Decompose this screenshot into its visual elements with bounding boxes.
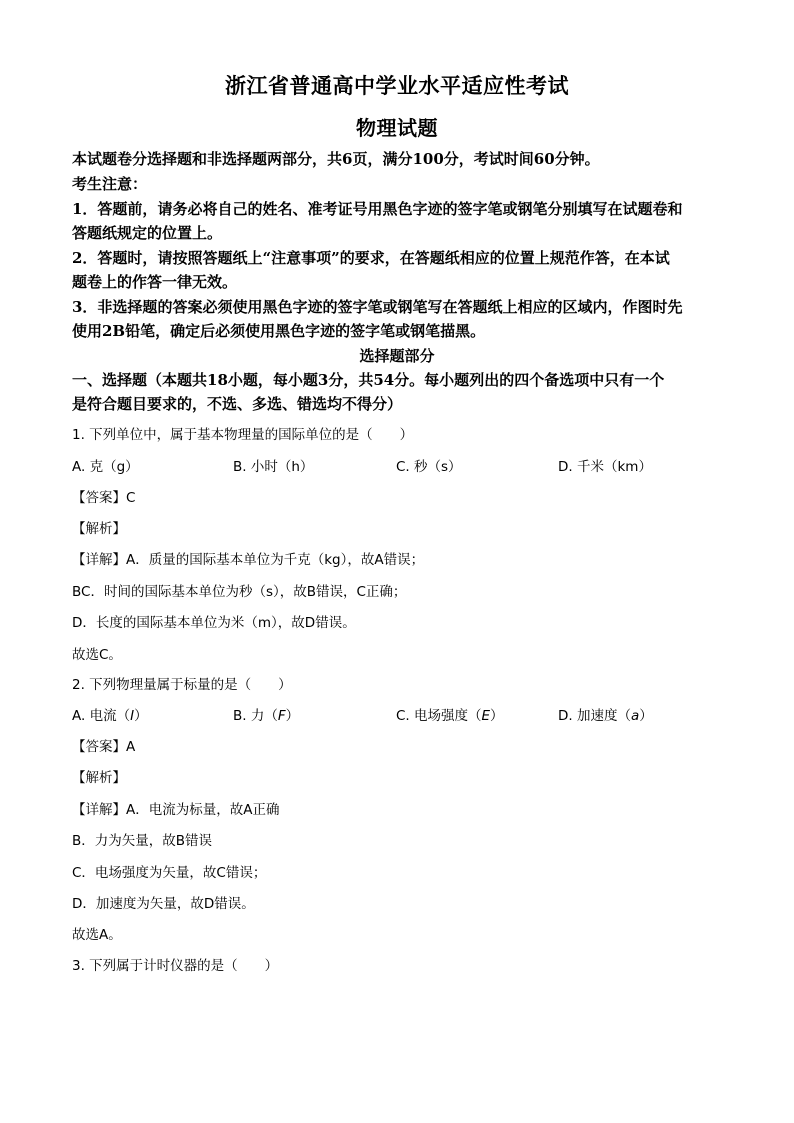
- q2-stem: 2. 下列物理量属于标量的是（ ）: [72, 677, 292, 693]
- q1-option-d: D. 千米（km）: [558, 459, 652, 475]
- section-instructions-b: 是符合题目要求的，不选、多选、错选均不得分）: [72, 395, 403, 413]
- q1-stem: 1. 下列单位中，属于基本物理量的国际单位的是（ ）: [72, 427, 414, 443]
- option-prefix: A. 电流（: [72, 708, 131, 724]
- subject-title: 物理试题: [356, 116, 438, 140]
- q1-option-b: B. 小时（h）: [233, 459, 314, 475]
- section-instructions-a: 一、选择题（本题共18小题，每小题3分，共54分。每小题列出的四个备选项中只有一个: [72, 371, 665, 389]
- answer-value: C: [126, 490, 136, 506]
- detail-text: A．电流为标量，故A正确: [126, 802, 280, 818]
- option-prefix: D. 加速度（: [558, 708, 631, 724]
- q2-detail-5: 故选A。: [72, 927, 122, 943]
- notice-2b: 题卷上的作答一律无效。: [72, 273, 238, 291]
- answer-tag: 【答案】: [72, 490, 126, 506]
- q1-answer: [72, 486, 722, 506]
- q2-option-c: [396, 704, 504, 724]
- answer-tag: 【答案】: [72, 739, 126, 755]
- notice-2a: 2．答题时，请按照答题纸上“注意事项”的要求，在答题纸相应的位置上规范作答，在本试: [72, 249, 670, 267]
- q1-detail-2: BC．时间的国际基本单位为秒（s），故B错误，C正确；: [72, 584, 407, 600]
- q2-analysis-tag: 【解析】: [72, 770, 126, 786]
- q1-detail-3: D．长度的国际基本单位为米（m），故D错误。: [72, 615, 356, 631]
- option-suffix: ）: [134, 708, 148, 724]
- notice-3b: 使用2B铅笔，确定后必须使用黑色字迹的签字笔或钢笔描黑。: [72, 322, 486, 340]
- option-symbol: E: [481, 708, 491, 724]
- q2-detail-1: [72, 798, 722, 818]
- q2-answer: [72, 735, 722, 755]
- option-symbol: F: [277, 708, 286, 724]
- q1-option-a: A. 克（g）: [72, 459, 139, 475]
- option-suffix: ）: [490, 708, 504, 724]
- section-heading: 选择题部分: [359, 347, 435, 365]
- intro-line: 本试题卷分选择题和非选择题两部分，共6页，满分100分，考试时间60分钟。: [72, 150, 600, 168]
- q2-option-b: [233, 704, 299, 724]
- notice-1b: 答题纸规定的位置上。: [72, 224, 223, 242]
- notice-3a: 3．非选择题的答案必须使用黑色字迹的签字笔或钢笔写在答题纸上相应的区域内，作图时先: [72, 298, 683, 316]
- q2-detail-4: D．加速度为矢量，故D错误。: [72, 896, 255, 912]
- q1-analysis-tag: 【解析】: [72, 521, 126, 537]
- notice-1a: 1．答题前，请务必将自己的姓名、准考证号用黑色字迹的签字笔或钢笔分别填写在试题卷和: [72, 200, 683, 218]
- exam-title: 浙江省普通高中学业水平适应性考试: [225, 73, 569, 98]
- option-prefix: B. 力（: [233, 708, 278, 724]
- q2-option-a: [72, 704, 148, 724]
- q3-stem: 3. 下列属于计时仪器的是（ ）: [72, 958, 279, 974]
- option-symbol: I: [130, 708, 135, 724]
- notice-title: 考生注意：: [72, 175, 148, 193]
- option-suffix: ）: [639, 708, 653, 724]
- q1-detail-4: 故选C。: [72, 647, 122, 663]
- option-suffix: ）: [285, 708, 300, 724]
- q2-detail-2: B．力为矢量，故B错误: [72, 833, 213, 849]
- detail-tag: 【详解】: [72, 802, 126, 818]
- detail-text: A．质量的国际基本单位为千克（kg），故A错误；: [126, 552, 425, 568]
- q1-detail-1: [72, 548, 722, 568]
- option-prefix: C. 电场强度（: [396, 708, 482, 724]
- option-symbol: a: [630, 708, 640, 724]
- answer-value: A: [126, 739, 136, 755]
- q1-option-c: C. 秒（s）: [396, 459, 462, 475]
- q2-option-d: [558, 704, 653, 724]
- detail-tag: 【详解】: [72, 552, 126, 568]
- q2-detail-3: C．电场强度为矢量，故C错误；: [72, 865, 267, 881]
